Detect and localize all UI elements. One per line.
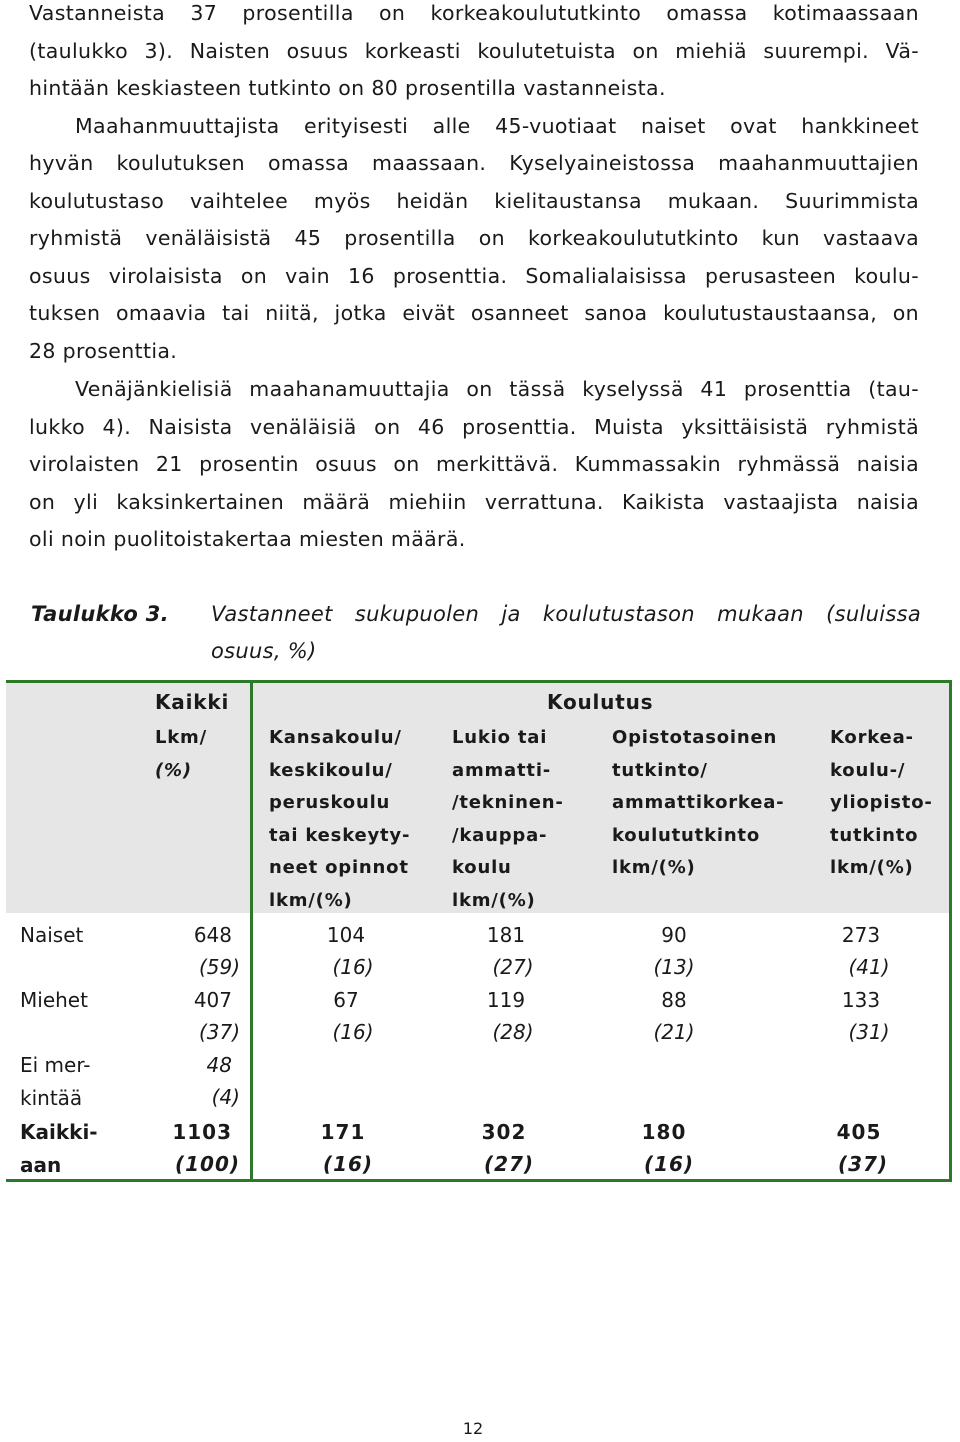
row-label-line: Naiset (20, 923, 84, 947)
header-line: (%) (155, 759, 192, 781)
row-label-line: aan (20, 1152, 62, 1177)
text-line: Maahanmuuttajista erityisesti alle 45-vuotiaat naiset ovat hankkineet (75, 113, 919, 138)
cell-university-count: 133 (841, 988, 881, 1012)
header-line: /tekninen- (452, 792, 564, 814)
header-line: koulututkinto (612, 824, 761, 846)
cell-college-pct: (13) (653, 955, 695, 979)
text-line: hyvän koulutuksen omassa maassaan. Kyselyaineistossa maahanmuuttajien (29, 151, 919, 175)
cell-total-pct: (37) (198, 1020, 240, 1044)
header-line: koulu (452, 857, 512, 879)
header-line: tai keskeyty- (269, 824, 411, 846)
text-line: Venäjänkielisiä maahanamuuttajia on tässä kyselyssä 41 prosenttia (tau- (75, 377, 919, 401)
cell-total-pct: (100) (174, 1152, 240, 1176)
caption-line: Vastanneet sukupuolen ja koulutustason mukaan (suluissa (211, 602, 921, 626)
cell-college-count: 88 (661, 988, 687, 1012)
cell-total-count: 407 (193, 988, 232, 1012)
cell-basic-count: 67 (333, 988, 359, 1012)
column-divider (949, 683, 952, 1179)
text-line: Vastanneista 37 prosentilla on korkeakoulututkinto omassa kotimaassaan (29, 1, 919, 25)
cell-university-count: 273 (841, 923, 881, 947)
row-label-women (20, 919, 83, 952)
text-line: hintään keskiasteen tutkinto on 80 prosentilla vastanneista. (29, 76, 666, 100)
text-line: 28 prosenttia. (29, 338, 178, 363)
cell-university-pct: (41) (848, 955, 890, 979)
table-caption-text (211, 596, 921, 670)
header-line: lkm/(%) (612, 857, 696, 879)
header-line: /kauppa- (452, 824, 548, 846)
header-line: keskikoulu/ (269, 759, 393, 781)
header-line: Opistotasoinen (612, 727, 778, 748)
cell-secondary-pct: (28) (492, 1020, 534, 1044)
header-line: ammattikorkea- (612, 792, 785, 814)
text-line: oli noin puolitoistakertaa miesten määrä. (29, 527, 466, 551)
page-number: 12 (462, 1419, 484, 1438)
cell-university-pct: (37) (837, 1152, 889, 1176)
cell-university-pct: (31) (848, 1020, 890, 1044)
column-divider (250, 683, 253, 1179)
header-line: Lukio tai (452, 727, 548, 748)
text-line: tuksen omaavia tai niitä, jotka eivät osanneet sanoa koulutustaustaansa, on (29, 301, 919, 325)
cell-secondary-pct: (27) (492, 955, 534, 979)
row-label-line: Kaikki- (20, 1120, 98, 1144)
paragraph-2 (29, 371, 919, 559)
cell-college-count: 90 (661, 923, 687, 947)
cell-secondary-count: 181 (486, 923, 526, 947)
caption-line: osuus, %) (211, 639, 317, 663)
cell-basic-count: 171 (320, 1120, 366, 1144)
cell-total-count: 48 (206, 1053, 232, 1077)
education-table (6, 680, 952, 1183)
header-line: neet opinnot (269, 857, 409, 879)
header-line: yliopisto- (830, 792, 933, 814)
cell-basic-pct: (16) (332, 1020, 374, 1044)
header-line: Lkm/ (155, 727, 207, 748)
text-line: ryhmistä venäläisistä 45 prosentilla on korkeakoulututkinto kun vastaava (29, 226, 919, 250)
header-line: Kansakoulu/ (269, 727, 402, 748)
header-col-all (155, 722, 207, 787)
table-caption-label: Taulukko 3. (31, 602, 169, 626)
header-line: ammatti- (452, 759, 552, 781)
row-label-unspecified (20, 1049, 91, 1114)
header-col-basic (269, 722, 410, 918)
cell-secondary-pct: (27) (483, 1152, 535, 1176)
cell-total-pct: (4) (211, 1085, 240, 1109)
header-line: koulu-/ (830, 759, 906, 781)
cell-college-count: 180 (641, 1120, 687, 1144)
text-line: osuus virolaisista on vain 16 prosenttia. Somalialaisissa perusasteen koulu- (29, 263, 919, 288)
header-col-university (830, 722, 933, 885)
header-education: Koulutus (547, 690, 654, 714)
text-line: on yli kaksinkertainen määrä miehiin verrattuna. Kaikista vastaajista naisia (29, 489, 919, 514)
cell-total-count: 1103 (172, 1120, 232, 1144)
cell-basic-count: 104 (326, 923, 366, 947)
header-line: tutkinto/ (612, 759, 708, 781)
cell-secondary-count: 119 (486, 988, 526, 1012)
cell-total-count: 648 (193, 923, 232, 947)
row-label-line: Ei mer- (20, 1053, 91, 1077)
text-line: virolaisten 21 prosentin osuus on merkittävä. Kummassakin ryhmässä naisia (29, 452, 919, 476)
paragraph-1 (29, 0, 919, 370)
header-all: Kaikki (155, 690, 230, 714)
cell-university-count: 405 (836, 1120, 882, 1144)
header-line: tutkinto (830, 824, 919, 846)
text-line: (taulukko 3). Naisten osuus korkeasti koulutetuista on miehiä suurempi. Vä- (29, 38, 919, 63)
text-line: koulutustaso vaihtelee myös heidän kielitaustansa mukaan. Suurimmista (29, 188, 919, 213)
header-line: lkm/(%) (830, 857, 914, 879)
cell-basic-pct: (16) (322, 1152, 374, 1176)
row-label-line: kintää (20, 1085, 83, 1110)
cell-secondary-count: 302 (481, 1120, 527, 1144)
header-line: lkm/(%) (269, 889, 353, 911)
text-line: lukko 4). Naisista venäläisiä on 46 prosenttia. Muista yksittäisistä ryhmistä (29, 414, 919, 439)
header-col-secondary (452, 722, 564, 918)
cell-total-pct: (59) (198, 955, 240, 979)
header-col-college (612, 722, 784, 885)
table-top-rule (6, 680, 952, 683)
row-label-line: Miehet (20, 988, 88, 1012)
cell-college-pct: (21) (653, 1020, 695, 1044)
cell-college-pct: (16) (643, 1152, 695, 1176)
row-label-total (20, 1116, 98, 1181)
header-line: Korkea- (830, 727, 914, 748)
row-label-men (20, 984, 88, 1017)
cell-basic-pct: (16) (332, 955, 374, 979)
header-line: peruskoulu (269, 792, 391, 814)
header-line: lkm/(%) (452, 889, 536, 911)
